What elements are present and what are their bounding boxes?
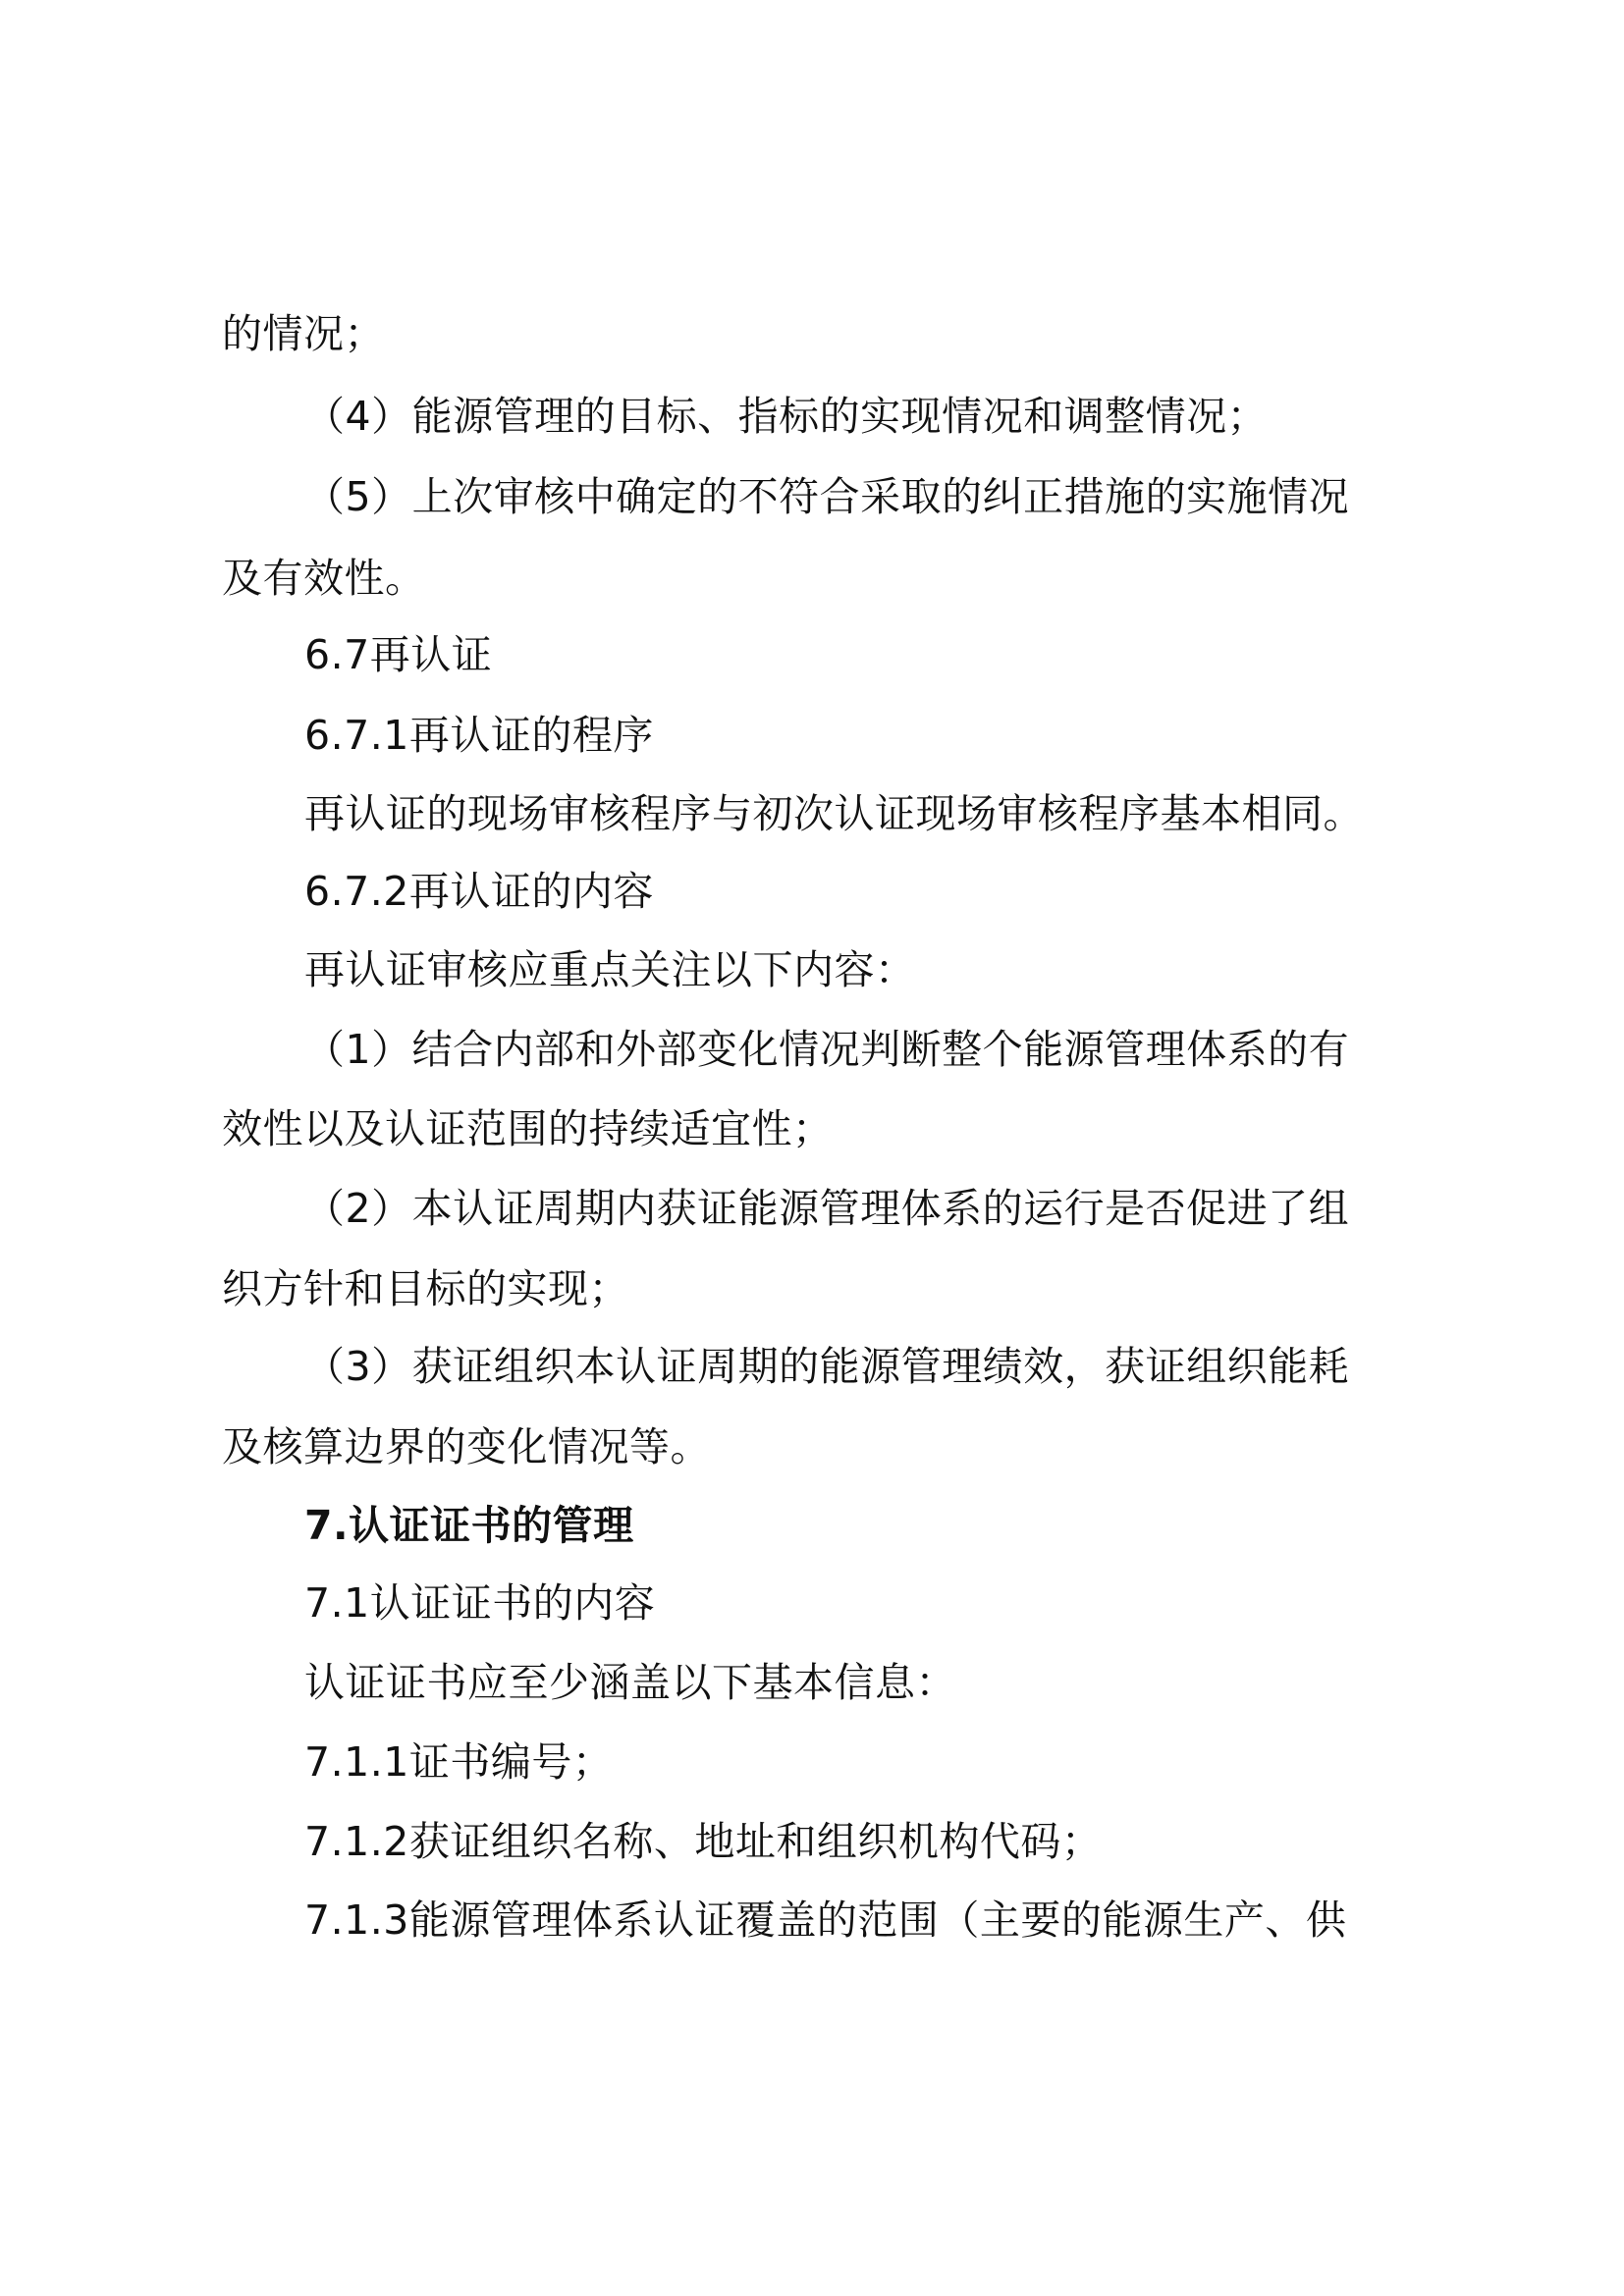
text-line-4: 及有效性。 [222,555,426,602]
text-line-2: （4）能源管理的目标、指标的实现情况和调整情况； [304,393,1269,440]
section-heading-6-7-1: 6.7.1再认证的程序 [304,712,654,759]
section-heading-7: 7.认证证书的管理 [304,1502,634,1549]
text-line-3: （5）上次审核中确定的不符合采取的纠正措施的实施情况 [304,473,1350,520]
text-line-15: 及核算边界的变化情况等。 [222,1423,711,1470]
text-line-9: 再认证审核应重点关注以下内容： [304,946,916,993]
section-heading-7-1: 7.1认证证书的内容 [304,1579,656,1627]
text-line-21: 7.1.3能源管理体系认证覆盖的范围（主要的能源生产、供 [304,1896,1347,1944]
text-line-19: 7.1.1证书编号； [304,1738,614,1786]
text-line-18: 认证证书应至少涵盖以下基本信息： [304,1659,956,1706]
text-line-20: 7.1.2获证组织名称、地址和组织机构代码； [304,1818,1103,1865]
text-line-11: 效性以及认证范围的持续适宜性； [222,1105,834,1152]
section-heading-6-7: 6.7再认证 [304,631,493,678]
text-line-14: （3）获证组织本认证周期的能源管理绩效，获证组织能耗 [304,1343,1350,1390]
text-line-7: 再认证的现场审核程序与初次认证现场审核程序基本相同。 [304,790,1364,837]
text-line-12: （2）本认证周期内获证能源管理体系的运行是否促进了组 [304,1185,1350,1232]
text-line-1: 的情况； [222,310,385,357]
text-line-10: （1）结合内部和外部变化情况判断整个能源管理体系的有 [304,1026,1350,1073]
section-heading-6-7-2: 6.7.2再认证的内容 [304,868,654,915]
text-line-13: 织方针和目标的实现； [222,1265,629,1312]
